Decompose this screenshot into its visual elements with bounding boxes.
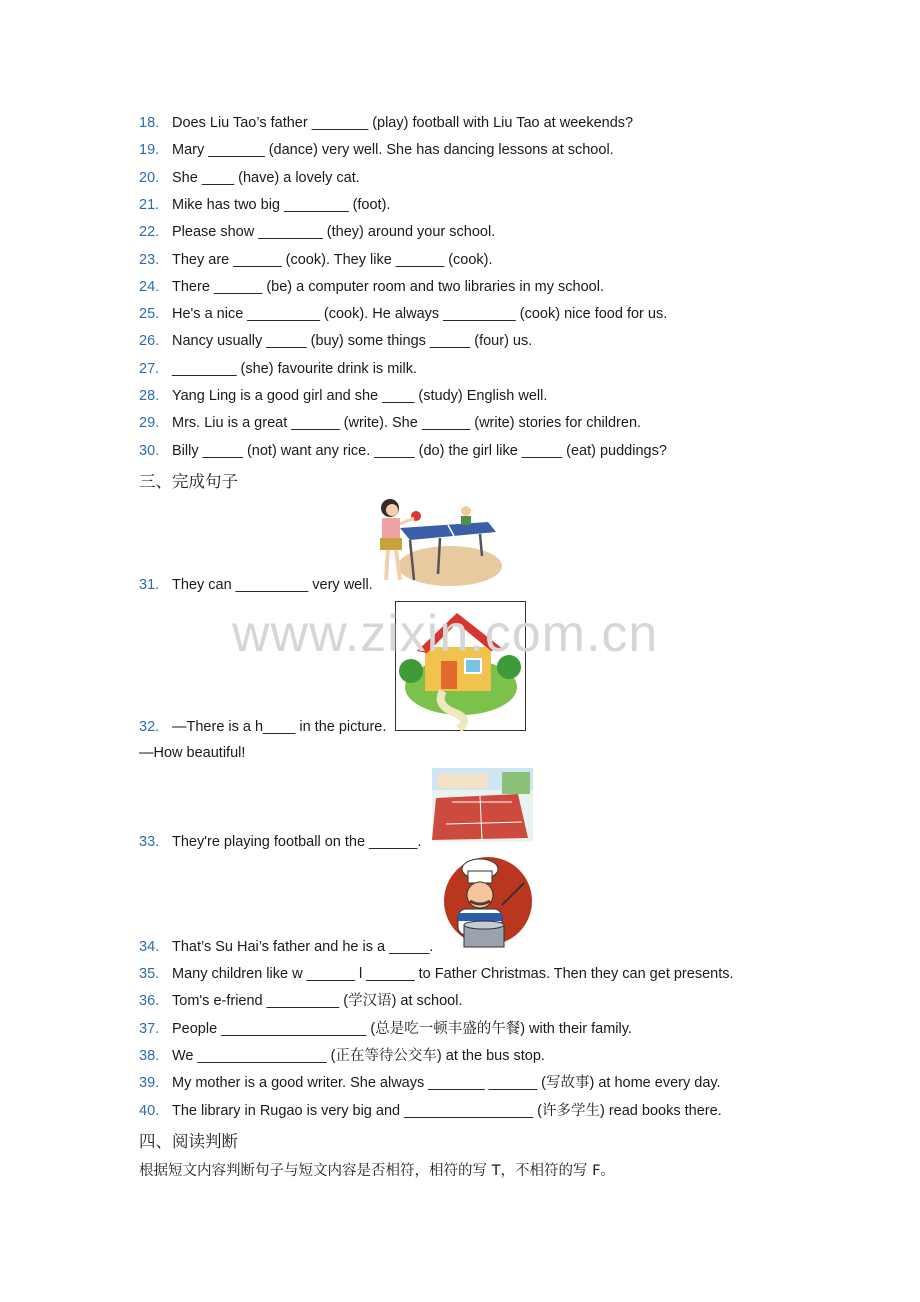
question-number: 23. [139,251,160,268]
question-number: 19. [139,142,160,159]
question-text: Does Liu Tao’s father _______ (play) football with Liu Tao at weekends? [172,115,634,131]
question-18 [139,114,633,132]
question-20 [139,169,360,187]
question-number: 38. [139,1047,160,1064]
question-25 [139,305,667,323]
question-number: 21. [139,196,160,213]
question-text: He's a nice _________ (cook). He always _________ (cook) nice food for us. [172,306,668,323]
question-text: Please show ________ (they) around your school. [172,224,496,241]
chef-image [434,855,534,953]
question-19 [139,141,614,159]
question-number: 22. [139,224,160,241]
question-39 [139,1074,721,1092]
question-32 [139,718,386,736]
question-number: 31. [139,577,160,593]
question-34 [139,938,433,956]
question-text: Mrs. Liu is a great ______ (write). She ______ (write) stories for children. [172,415,642,432]
question-number: 20. [139,169,160,186]
question-number: 26. [139,333,160,350]
question-text: The library in Rugao is very big and ________________ (许多学生) read books there. [172,1102,722,1119]
question-text: They're playing football on the ______. [172,834,422,850]
ping-pong-image [370,496,504,590]
playground-image [432,768,533,842]
question-number: 24. [139,278,160,295]
question-24 [139,278,604,296]
question-32-reply: —How beautiful! [139,745,246,761]
question-21 [139,196,390,214]
question-number: 30. [139,442,160,459]
question-33 [139,833,421,851]
question-27 [139,360,417,378]
section-4-heading: 四、阅读判断 [139,1132,238,1151]
question-text: People __________________ (总是吃一顿丰盛的午餐) with their family. [172,1020,632,1037]
question-text: There ______ (be) a computer room and two libraries in my school. [172,278,604,295]
question-number: 18. [139,115,160,131]
question-number: 33. [139,834,160,850]
question-31 [139,576,373,594]
question-number: 35. [139,966,160,982]
question-35 [139,965,734,983]
question-text: We ________________ (正在等待公交车) at the bus stop. [172,1047,545,1064]
question-number: 27. [139,360,160,377]
question-text: Mike has two big ________ (foot). [172,196,391,213]
question-number: 32. [139,719,160,735]
section-4-instruction: 根据短文内容判断句子与短文内容是否相符，相符的写 T，不相符的写 F。 [139,1163,615,1179]
question-number: 36. [139,993,160,1010]
question-text: Tom's e-friend _________ (学汉语) at school. [172,993,463,1010]
question-text: Mary _______ (dance) very well. She has dancing lessons at school. [172,142,614,159]
question-number: 40. [139,1102,160,1119]
question-40 [139,1102,722,1120]
question-28 [139,387,547,405]
question-text: Many children like w ______ l ______ to Father Christmas. Then they can get presents. [172,966,734,982]
question-number: 34. [139,939,160,955]
question-text: They can _________ very well. [172,577,373,593]
question-number: 29. [139,415,160,432]
watermark: www.zixin.com.cn [232,605,659,663]
question-number: 25. [139,306,160,323]
question-30 [139,442,667,460]
question-22 [139,223,495,241]
question-number: 39. [139,1075,160,1092]
question-text: My mother is a good writer. She always _______ ______ (写故事) at home every day. [172,1075,721,1092]
question-text: —There is a h____ in the picture. [172,719,387,735]
question-text: She ____ (have) a lovely cat. [172,169,360,186]
question-text: That’s Su Hai’s father and he is a _____. [172,939,434,955]
question-37 [139,1020,632,1038]
question-text: Billy _____ (not) want any rice. _____ (do) the girl like _____ (eat) puddings? [172,442,667,459]
question-29 [139,414,641,432]
question-26 [139,332,532,350]
question-text: Nancy usually _____ (buy) some things _____ (four) us. [172,333,533,350]
section-3-heading: 三、完成句子 [139,472,238,491]
question-36 [139,992,463,1010]
question-number: 28. [139,388,160,404]
question-text: Yang Ling is a good girl and she ____ (study) English well. [172,388,548,404]
question-number: 37. [139,1020,160,1037]
question-text: ________ (she) favourite drink is milk. [172,360,418,377]
question-23 [139,251,493,269]
question-38 [139,1047,545,1065]
question-text: They are ______ (cook). They like ______ (cook). [172,251,493,268]
